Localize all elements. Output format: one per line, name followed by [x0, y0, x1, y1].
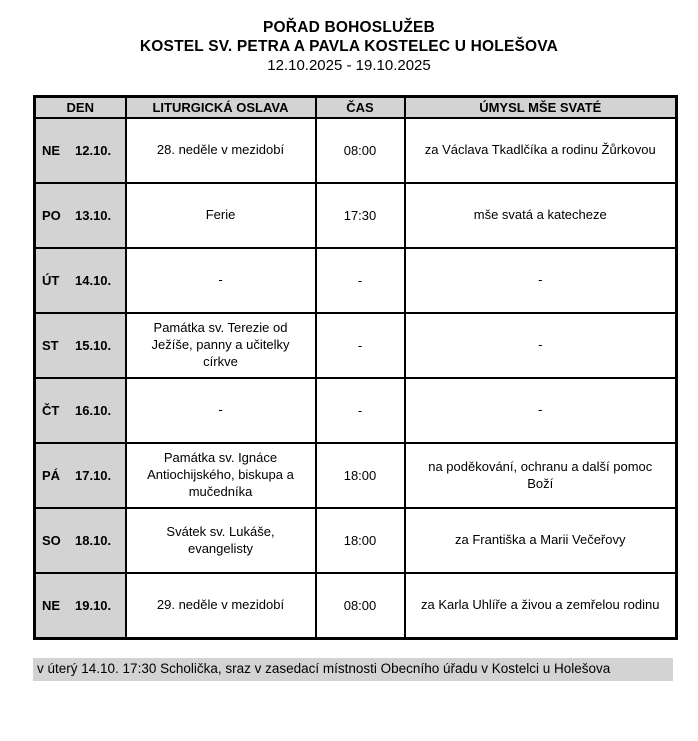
day-abbr: NE: [42, 143, 61, 158]
intention-cell: -: [405, 313, 677, 378]
day-cell: [35, 313, 126, 378]
liturgy-cell: Ferie: [126, 183, 316, 248]
liturgy-cell: Památka sv. Terezie od Ježíše, panny a učitelky církve: [126, 313, 316, 378]
day-abbr: PÁ: [42, 468, 61, 483]
day-cell: [35, 248, 126, 313]
time-cell: 18:00: [316, 508, 405, 573]
day-cell: [35, 183, 126, 248]
intention-cell: za Františka a Marii Večeřovy: [405, 508, 677, 573]
header-time: ČAS: [316, 96, 405, 118]
schedule-table-body: [35, 118, 677, 638]
schedule-table: [33, 95, 678, 640]
day-abbr: ÚT: [42, 273, 60, 288]
document-subtitle: KOSTEL SV. PETRA A PAVLA KOSTELEC U HOLEŠOVA: [139, 38, 559, 56]
time-cell: 08:00: [316, 573, 405, 638]
liturgy-cell: 29. neděle v mezidobí: [126, 573, 316, 638]
intention-cell: -: [405, 248, 677, 313]
day-abbr: NE: [42, 597, 61, 613]
time-cell: 08:00: [316, 118, 405, 183]
day-date: 17.10.: [75, 468, 112, 483]
table-row: [35, 248, 677, 313]
document-title: POŘAD BOHOSLUŽEB: [263, 19, 435, 36]
liturgy-cell: -: [126, 378, 316, 443]
table-row: [35, 313, 677, 378]
document-header: [0, 0, 698, 76]
intention-cell: -: [405, 378, 677, 443]
schedule-table-head: [35, 96, 677, 118]
day-date: 18.10.: [75, 533, 112, 548]
table-row: [35, 378, 677, 443]
liturgy-cell: Svátek sv. Lukáše, evangelisty: [126, 508, 316, 573]
time-cell: -: [316, 378, 405, 443]
table-row: [35, 443, 677, 508]
day-abbr: ST: [42, 338, 59, 353]
day-date: 16.10.: [75, 403, 112, 418]
day-date: 14.10.: [75, 273, 112, 288]
day-cell: [35, 573, 126, 638]
table-row: [35, 183, 677, 248]
day-cell: [35, 378, 126, 443]
liturgy-cell: 28. neděle v mezidobí: [126, 118, 316, 183]
day-date: 19.10.: [75, 597, 112, 613]
day-date: 13.10.: [75, 208, 112, 223]
liturgy-cell: -: [126, 248, 316, 313]
table-row: [35, 508, 677, 573]
intention-cell: na poděkování, ochranu a další pomoc Boží: [405, 443, 677, 508]
intention-cell: za Václava Tkadlčíka a rodinu Žůrkovou: [405, 118, 677, 183]
time-cell: -: [316, 313, 405, 378]
table-row: [35, 573, 677, 638]
day-cell: [35, 118, 126, 183]
day-date: 12.10.: [75, 143, 112, 158]
footer-note: v úterý 14.10. 17:30 Scholička, sraz v zasedací místnosti Obecního úřadu v Kostelci u Holešova: [33, 658, 673, 681]
date-range: 12.10.2025 - 19.10.2025: [267, 56, 431, 74]
time-cell: -: [316, 248, 405, 313]
header-liturgy: LITURGICKÁ OSLAVA: [126, 96, 316, 118]
liturgy-cell: Památka sv. Ignáce Antiochijského, biskupa a mučedníka: [126, 443, 316, 508]
day-abbr: SO: [42, 533, 61, 548]
header-day: DEN: [35, 96, 126, 118]
time-cell: 17:30: [316, 183, 405, 248]
header-intention: ÚMYSL MŠE SVATÉ: [405, 96, 677, 118]
day-date: 15.10.: [75, 338, 112, 353]
day-cell: [35, 443, 126, 508]
day-cell: [35, 508, 126, 573]
time-cell: 18:00: [316, 443, 405, 508]
intention-cell: mše svatá a katecheze: [405, 183, 677, 248]
intention-cell: za Karla Uhlíře a živou a zemřelou rodinu: [405, 573, 677, 638]
header-row: [35, 96, 677, 118]
day-abbr: PO: [42, 208, 61, 223]
day-abbr: ČT: [42, 403, 60, 418]
table-row: [35, 118, 677, 183]
